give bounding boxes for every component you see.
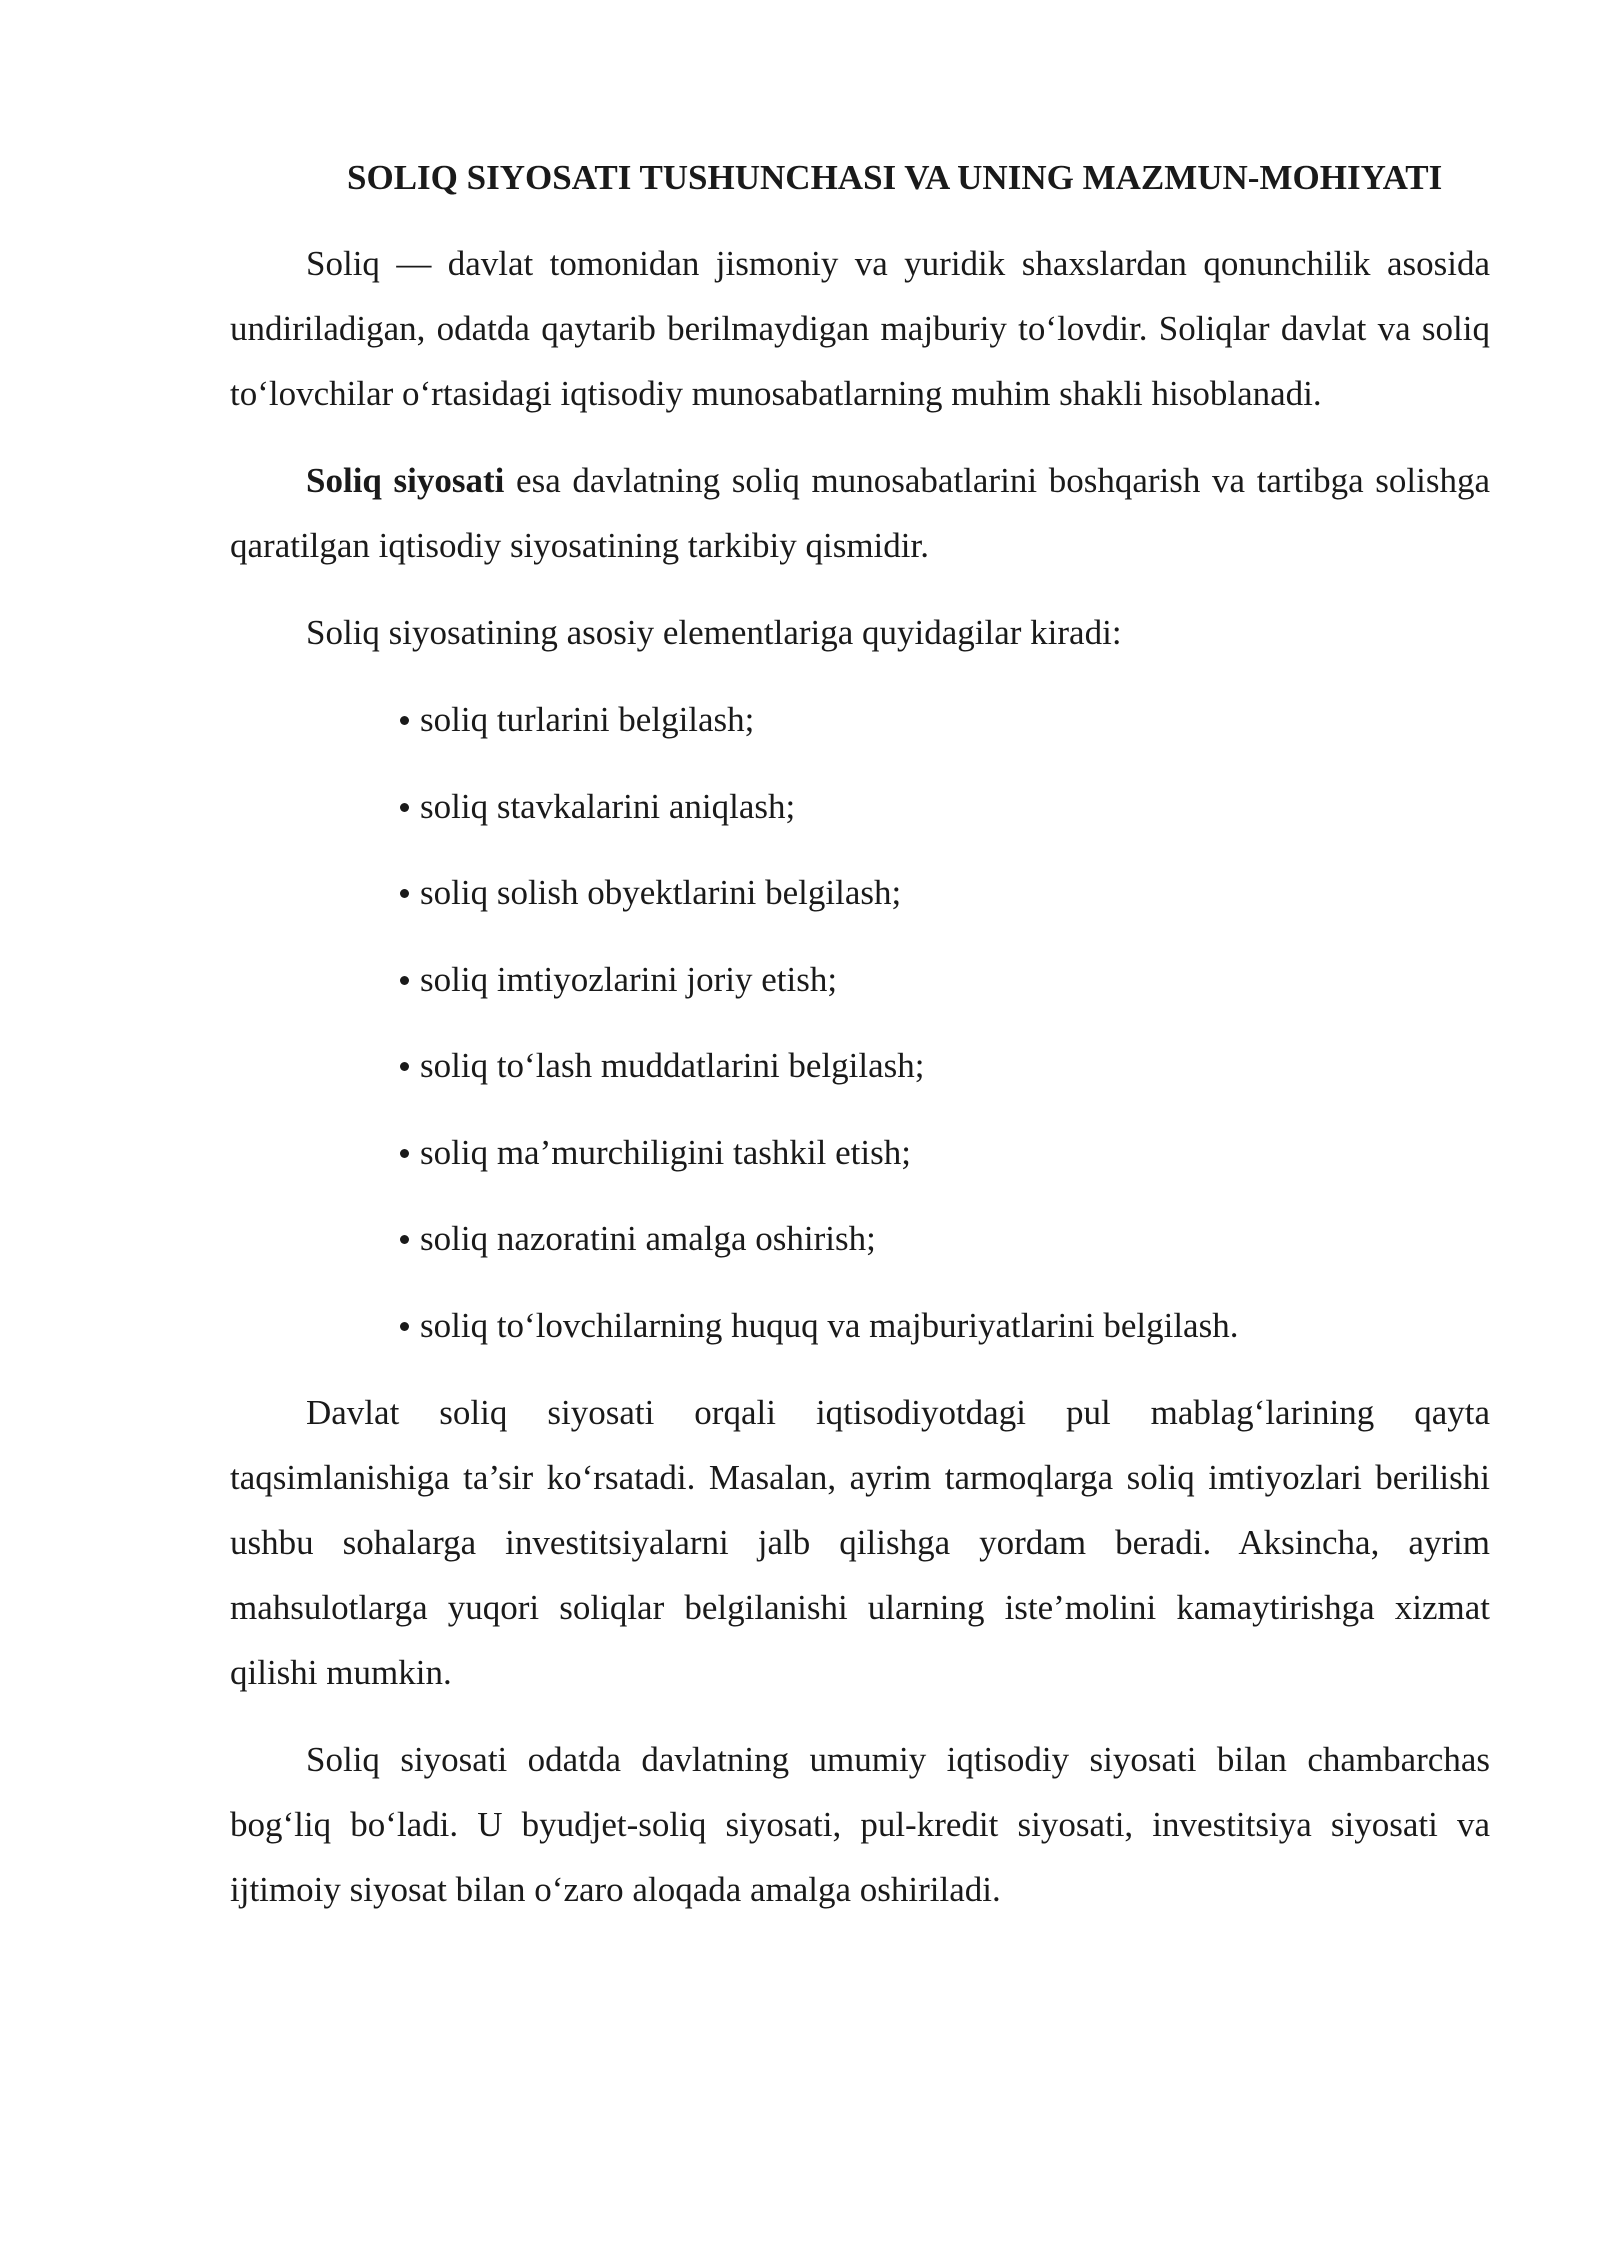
bullet-icon: [400, 889, 409, 898]
bullet-icon: [400, 716, 409, 725]
list-item: [400, 1293, 1490, 1358]
paragraph-soliq-siyosati: [230, 448, 1490, 578]
bold-term-soliq-siyosati: Soliq siyosati: [306, 461, 505, 500]
paragraph-redistribution: Davlat soliq siyosati orqali iqtisodiyotdagi pul mablag‘larining qayta taqsimlanishiga ta’sir ko‘rsatadi. Masalan, ayrim tarmoqlarga soliq imtiyozlari berilishi ushbu sohalarga investitsiyalarni jalb qilishga yordam beradi. Aksincha, ayrim mahsulotlarga yuqori soliqlar belgilanishi ularning iste’molini kamaytirishga xizmat qilishi mumkin.: [230, 1392, 1490, 1692]
list-item-text: soliq stavkalarini aniqlash;: [420, 786, 796, 826]
list-item: [400, 1206, 1490, 1271]
paragraph-soliq-definition: Soliq — davlat tomonidan jismoniy va yuridik shaxslardan qonunchilik asosida undiriladigan, odatda qaytarib berilmaydigan majburiy to‘lovdir. Soliqlar davlat va soliq to‘lovchilar o‘rtasidagi iqtisodiy munosabatlarning muhim shakli hisoblanadi.: [230, 244, 1490, 413]
bullet-icon: [400, 1062, 409, 1071]
document-title: SOLIQ SIYOSATI TUSHUNCHASI VA UNING MAZMUN-MOHIYATI: [347, 158, 1443, 197]
list-item: [400, 774, 1490, 839]
bullet-icon: [400, 1235, 409, 1244]
list-item-text: soliq ma’murchiligini tashkil etish;: [420, 1132, 911, 1172]
list-item: [400, 1120, 1490, 1185]
list-item: [400, 947, 1490, 1012]
list-item-text: soliq turlarini belgilash;: [420, 700, 755, 739]
document-page: [230, 145, 1490, 1944]
elements-list: [230, 687, 1490, 1358]
list-item-text: soliq solish obyektlarini belgilash;: [420, 873, 902, 912]
bullet-icon: [400, 1322, 409, 1331]
list-item-text: soliq imtiyozlarini joriy etish;: [420, 959, 838, 999]
paragraph-elements-intro: Soliq siyosatining asosiy elementlariga quyidagilar kiradi:: [306, 613, 1122, 652]
paragraph-soliq-siyosati-text: esa davlatning soliq munosabatlarini boshqarish va tartibga solishga qaratilgan iqtisodiy siyosatining tarkibiy qismidir.: [230, 461, 1490, 565]
list-item: [400, 687, 1490, 752]
bullet-icon: [400, 1149, 409, 1158]
list-item: [400, 1033, 1490, 1098]
list-item-text: soliq to‘lash muddatlarini belgilash;: [420, 1046, 925, 1085]
paragraph-economic-policy: Soliq siyosati odatda davlatning umumiy iqtisodiy siyosati bilan chambarchas bog‘liq bo‘ladi. U byudjet-soliq siyosati, pul-kredit siyosati, investitsiya siyosati va ijtimoiy siyosat bilan o‘zaro aloqada amalga oshiriladi.: [230, 1739, 1490, 1909]
list-item-text: soliq nazoratini amalga oshirish;: [420, 1219, 876, 1258]
bullet-icon: [400, 803, 409, 812]
bullet-icon: [400, 976, 409, 985]
list-item: [400, 860, 1490, 925]
list-item-text: soliq to‘lovchilarning huquq va majburiyatlarini belgilash.: [420, 1305, 1239, 1345]
